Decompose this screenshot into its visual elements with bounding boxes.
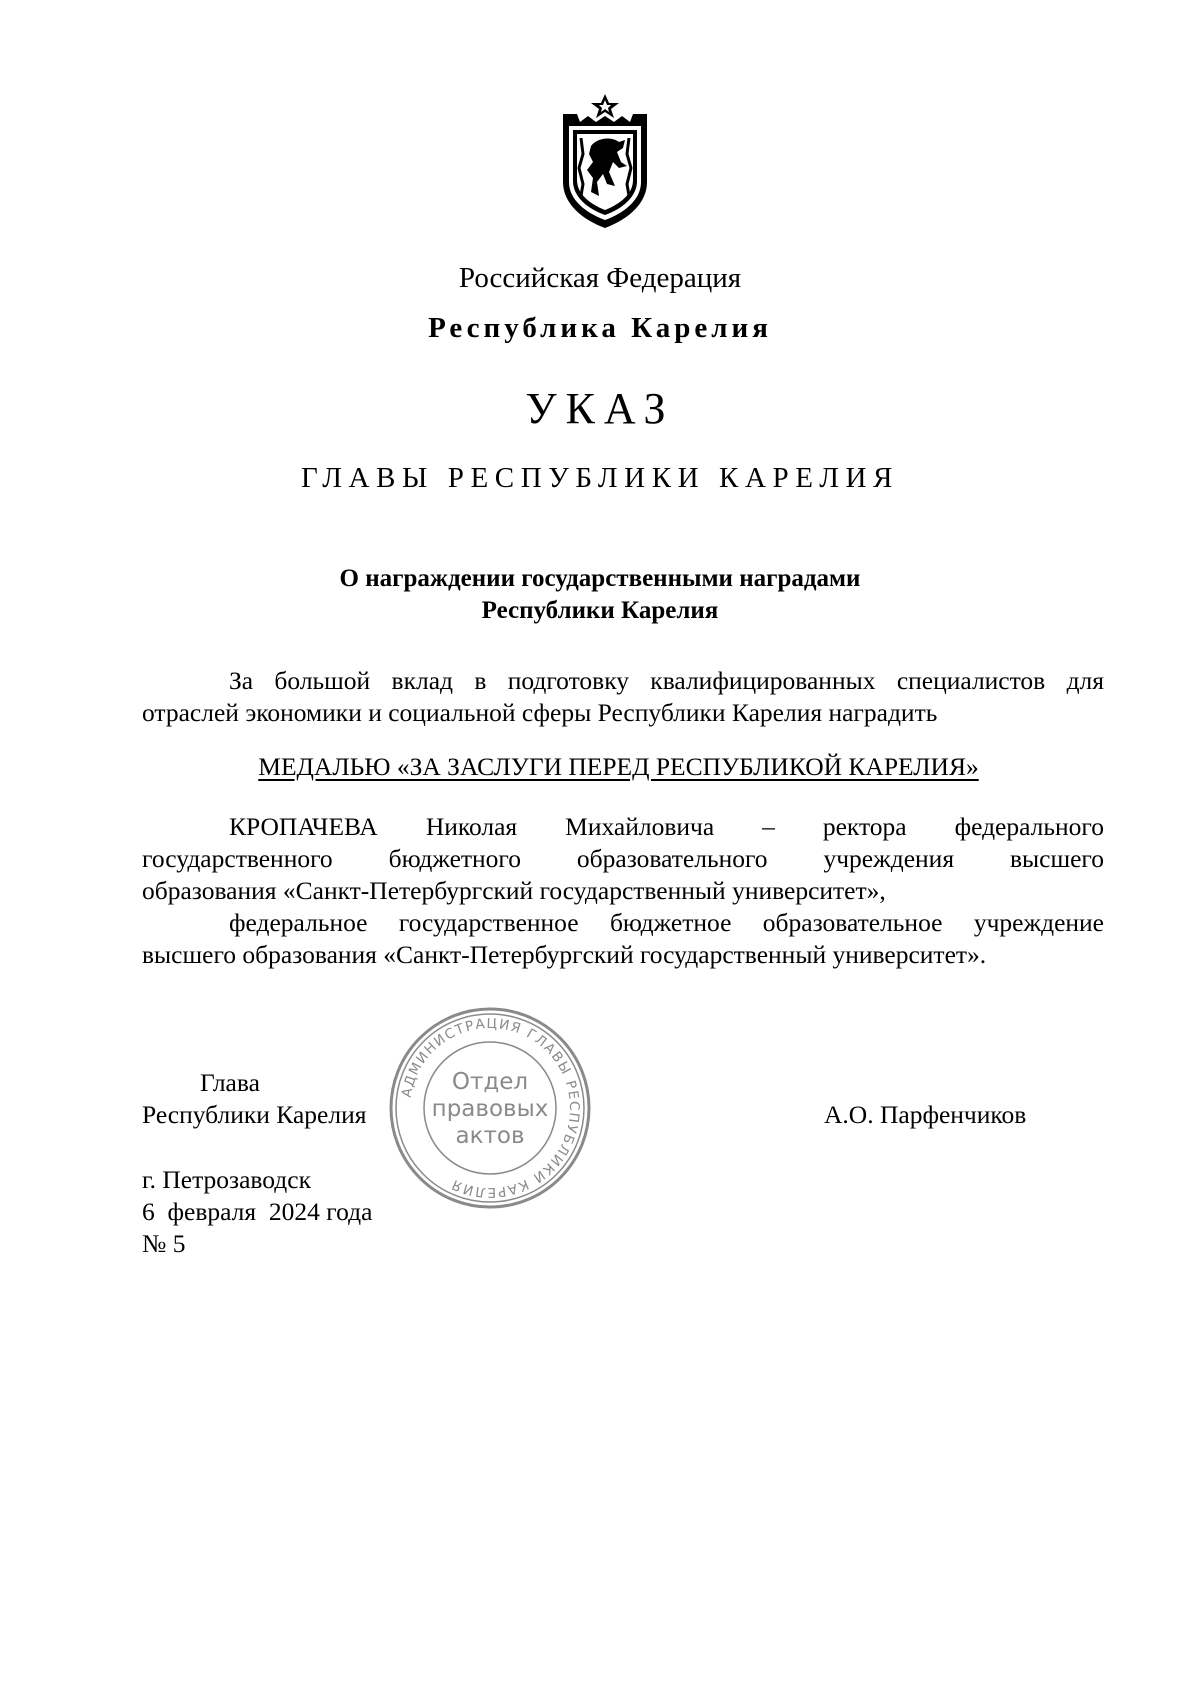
document-number: № 5 (142, 1229, 186, 1258)
organization-line: федеральное государственное бюджетное образовательное учреждение (229, 908, 1104, 937)
award-name: МЕДАЛЬЮ «ЗА ЗАСЛУГИ ПЕРЕД РЕСПУБЛИКОЙ КАРЕЛИЯ» (258, 752, 979, 781)
intro-paragraph-line: отраслей экономики и социальной сферы Республики Карелия наградить (142, 698, 938, 727)
signatory-name: А.О. Парфенчиков (824, 1100, 1027, 1129)
country-name: Российская Федерация (458, 262, 742, 294)
signatory-title: Глава (200, 1068, 260, 1097)
coat-of-arms-emblem (553, 92, 657, 230)
awardee-line: государственного бюджетного образовательного учреждения высшего (142, 844, 1104, 873)
awardee-line: КРОПАЧЕВА Николая Михайловича – ректора федерального (229, 812, 1104, 841)
signatory-title: Республики Карелия (142, 1100, 367, 1129)
subject-line: Республики Карелия (481, 597, 719, 624)
organization-line: высшего образования «Санкт-Петербургский государственный университет». (142, 940, 987, 969)
document-type: УКАЗ (525, 384, 675, 433)
place-of-issue: г. Петрозаводск (142, 1165, 311, 1194)
official-stamp (387, 1005, 593, 1211)
republic-name: Республика Карелия (428, 312, 772, 344)
issuer-title: ГЛАВЫ РЕСПУБЛИКИ КАРЕЛИЯ (301, 462, 899, 494)
intro-paragraph-line: За большой вклад в подготовку квалифицированных специалистов для (229, 666, 1104, 695)
stamp-text: актов (455, 1123, 525, 1149)
awardee-line: образования «Санкт-Петербургский государственный университет», (142, 876, 886, 905)
stamp-text: Отдел (451, 1069, 529, 1095)
subject-line: О награждении государственными наградами (339, 565, 861, 592)
stamp-text: правовых (431, 1096, 549, 1122)
issue-date: 6 февраля 2024 года (142, 1197, 373, 1226)
document-subject (0, 563, 1200, 627)
stamp-ring-text: АДМИНИСТРАЦИЯ ГЛАВЫ РЕСПУБЛИКИ КАРЕЛИЯ (398, 1015, 583, 1201)
